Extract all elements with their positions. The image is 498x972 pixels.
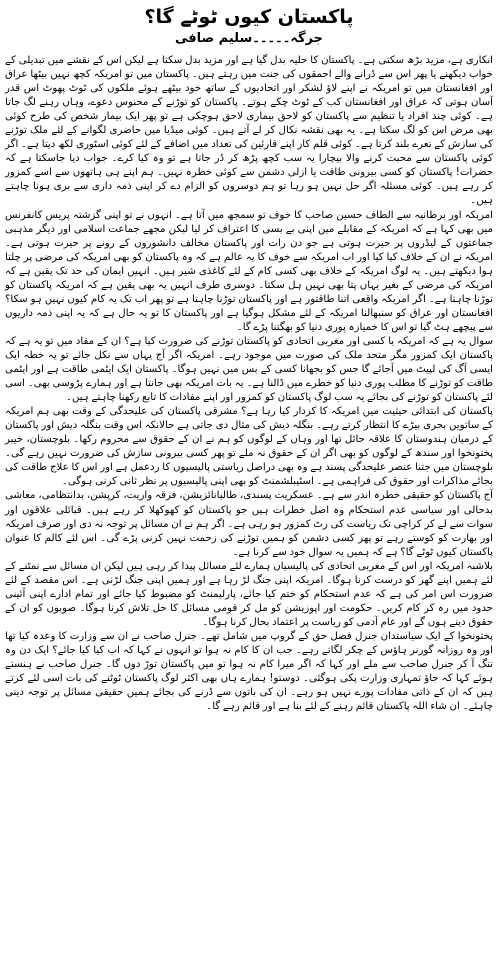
article-body <box>5 54 493 714</box>
article-paragraph: سوال یہ ہے کہ امریکہ یا کسی اور مغربی اتحادی کو پاکستان توڑنے کی ضرورت کیا ہے؟ ان کے مفاد میں تو یہ ہے کہ پاکستان ایک کمزور مگر متحد ملک کی صورت میں موجود رہے۔ امریکہ اگر آج یہاں سے نکل جائے تو یہ خطہ ایک ایسی آگ کی لپیٹ میں آجائے گا جس کو بجھانا کسی کے بس میں نہیں ہوگا۔ پاکستان ایک ایٹمی طاقت ہے اور ایٹمی طاقت کو توڑنے کا مطلب پوری دنیا کو خطرے میں ڈالنا ہے۔ یہ بات امریکہ بھی جانتا ہے اور ہمارے پڑوسی بھی۔ اسی لئے پاکستان کو توڑنے کی بجائے یہ سب لوگ پاکستان کو کمزور اور اپنے مفادات کا تابع رکھنا چاہتے ہیں۔ <box>5 335 493 404</box>
article-headline: پاکستان کیوں ٹوٹے گا؟ <box>144 6 354 28</box>
article-paragraph: امریکہ اور برطانیہ سے الطاف حسین صاحب کا خوف تو سمجھ میں آتا ہے۔ انہوں نے تو اپنی گزشتہ پریس کانفرنس میں بھی کہا ہے کہ امریکہ کے مقابلے میں اپنی بے بسی کا اعتراف کر لیا لیکن مجھے جماعت اسلامی اور دیگر مذہبی جماعتوں کے لیڈروں پر حیرت ہوتی ہے جو دن رات اور پاکستان مخالف دانشوروں کے رونے پر حیرت ہوتی ہے۔ امریکہ نے ان کے خلاف کیا کیا اور اب امریکہ سے خوف کا یہ عالم ہے کہ وہ پاکستان کو بھی امریکہ کی مرضی پر چلتا ہوا دیکھتے ہیں۔ یہ لوگ امریکہ کے خلاف بھی کسی کام کے لئے کاغذی شیر ہیں۔ انہیں ایمان کی حد تک یقین ہے کہ امریکہ کی مرضی کے بغیر یہاں پتا بھی نہیں ہل سکتا۔ دوسری طرف انہیں یہ بھی یقین ہے کہ امریکہ پاکستان کو توڑنا چاہتا ہے۔ اگر امریکہ واقعی اتنا طاقتور ہے اور پاکستان توڑنا چاہتا ہے تو پھر اب تک یہ کام کیوں نہیں ہو سکا؟ افغانستان اور عراق کو سنبھالنا امریکہ کے لئے مشکل ہوگیا ہے اور پاکستان کا تو یہ حال ہے کہ یہ اپنی ذمہ داریوں سے پیچھے ہٹ گیا تو اس کا خمیازہ پوری دنیا کو بھگتنا پڑے گا۔ <box>5 209 493 333</box>
article-paragraph: انکاری ہے، مزید بڑھ سکتی ہے۔ پاکستان کا حلیہ بدل گیا ہے اور مزید بدل سکتا ہے لیکن اس کے نقشے میں تبدیلی کے خواب دیکھنے یا پھر اس سے ڈرانے والے احمقوں کی جنت میں رہتے ہیں۔ پاکستان میں تو امریکہ کچھ نہیں بیٹھا عراق اور افغانستان میں تو امریکہ نے اپنے لاؤ لشکر اور اتحادیوں کے ساتھ خود بیٹھے ہوئے ملکوں کی ٹوٹ پھوٹ اس قدر آسان ہوتی کہ عراق اور افغانستان کب کے ٹوٹ چکے ہوتے۔ پاکستان کو توڑنے کے محنوس دعوے، وہاں رہنے لگ جاتا ہے۔ کوئی چند افراد یا تنظیم سے پاکستان کو لاحق بیماری لاحق ہوچکی ہے تو پھر ایک بیمار شخص کی طرح کوئی بھی مرض اس کو لگ سکتا ہے۔ یہ بھی نقشہ نکال کر لے آتے ہیں۔ کوئی میڈیا میں حاضری لگوانے کے لئے ملک توڑنے کی سازش کے نعرے بلند کرتا ہے۔ کوئی قلم کار اپنے قارئین کی تعداد میں اضافے کے لئے کوئی اسٹوری لکھ دیتا ہے۔ اگر کوئی پاکستان سے محبت کرنے والا بیچارا یہ سب کچھ پڑھ کر ڈر جاتا ہے تو وہ کیا کرے۔ جواب دیا جاسکتا ہے کہ حضرات! پاکستان کو کسی بیرونی طاقت یا ازلی دشمن سے کوئی خطرہ نہیں۔ ہم اپنے ہی ہاتھوں سے اسے کمزور کر رہے ہیں۔ کوئی مسئلہ اگر حل نہیں ہو رہا تو ہم دوسروں کو الزام دے کر اپنی ذمہ داری سے بری ہونا چاہتے ہیں۔ <box>5 55 493 207</box>
article-paragraph: بلاشبہ امریکہ اور اس کے مغربی اتحادی کی پالیسیاں ہمارے لئے مسائل پیدا کر رہی ہیں لیکن ان مسائل سے نمٹنے کے لئے ہمیں اپنے گھر کو درست کرنا ہوگا۔ امریکہ اپنی جنگ لڑ رہا ہے اور ہمیں اپنی جنگ لڑنی ہے۔ اس مقصد کے لئے ضرورت اس امر کی ہے کہ عدم استحکام کو ختم کیا جائے، پارلیمنٹ کو مضبوط کیا جائے اور تمام ادارے اپنی آئینی حدود میں رہ کر کام کریں۔ حکومت اور اپوزیشن کو مل کر قومی مسائل کا حل تلاش کرنا ہوگا۔ صوبوں کو ان کے حقوق دینے ہوں گے اور عام آدمی کو ریاست پر اعتماد بحال کرنا ہوگا۔ <box>5 560 493 628</box>
article-paragraph: پختونخوا کے ایک سیاستدان جنرل فضل حق کے گروپ میں شامل تھے۔ جنرل صاحب نے ان سے وزارت کا وعدہ کیا تھا اور وہ روزانہ گورنر ہاؤس کے چکر لگاتے رہے۔ جب ان کا کام نہ ہوا تو انہوں نے کہا کہ اب کیا کیا جائے؟ ایک دن وہ تنگ آ کر جنرل صاحب سے ملے اور کہا کہ اگر میرا کام نہ ہوا تو میں پاکستان توڑ دوں گا۔ جنرل صاحب نے ہنستے ہوئے کہا کہ جاؤ تمہاری وزارت پکی ہوگئی۔ دوستو! ہمارے ہاں بھی اکثر لوگ پاکستان ٹوٹنے کی بات اسی لئے کرتے ہیں کہ ان کے ذاتی مفادات پورے نہیں ہو رہے۔ ان کی باتوں سے ڈرنے کی بجائے ہمیں حقیقی مسائل پر توجہ دینی چاہئے۔ ان شاء اللہ پاکستان قائم رہنے کے لئے بنا ہے اور قائم رہے گا۔ <box>5 630 493 713</box>
article-paragraph: آج پاکستان کو حقیقی خطرہ اندر سے ہے۔ عسکریت پسندی، طالبانائزیشن، فرقہ واریت، کرپشن، بدانتظامی، معاشی بدحالی اور سیاسی عدم استحکام وہ اصل خطرات ہیں جو پاکستان کو کھوکھلا کر رہے ہیں۔ قبائلی علاقوں اور سوات سے لے کر کراچی تک ریاست کی رٹ کمزور ہو رہی ہے۔ اگر ہم نے ان مسائل پر توجہ نہ دی اور صرف امریکہ اور بھارت کو کوستے رہے تو پھر کسی دشمن کو ہمیں توڑنے کی زحمت نہیں کرنی پڑے گی۔ اس لئے کالم کا عنوان پاکستان کیوں ٹوٹے گا؟ ہے کہ ہمیں یہ سوال خود سے کرنا ہے۔ <box>5 490 493 558</box>
article-paragraph: پاکستان کی ابتدائی حیثیت میں امریکہ کا کردار کیا رہا ہے؟ مشرقی پاکستان کی علیحدگی کے وقت بھی ہم امریکہ کے ساتویں بحری بیڑے کا انتظار کرتے رہے۔ بنگلہ دیش کی مثال دی جاتی ہے حالانکہ اس وقت بنگلہ دیش اور پاکستان کے درمیان ہندوستان کا علاقہ حائل تھا اور وہاں کے لوگوں کو ہم نے ان کے حقوق سے محروم رکھا۔ بلوچستان، خیبر پختونخوا اور سندھ کے لوگوں کو بھی اگر ان کے حقوق نہ ملے تو پھر کسی بیرونی سازش کی ضرورت نہیں رہے گی۔ بلوچستان میں جتنا عنصر علیحدگی پسند ہے وہ بھی دراصل ریاستی پالیسیوں کا ردعمل ہے اور اس کا علاج طاقت کی بجائے مذاکرات اور حقوق کی فراہمی ہے۔ اسٹیبلشمنٹ کو بھی اپنی پالیسیوں پر نظر ثانی کرنی ہوگی۔ <box>5 406 493 488</box>
article-byline: جرگہ۔۔۔۔۔سلیم صافی <box>175 31 323 46</box>
